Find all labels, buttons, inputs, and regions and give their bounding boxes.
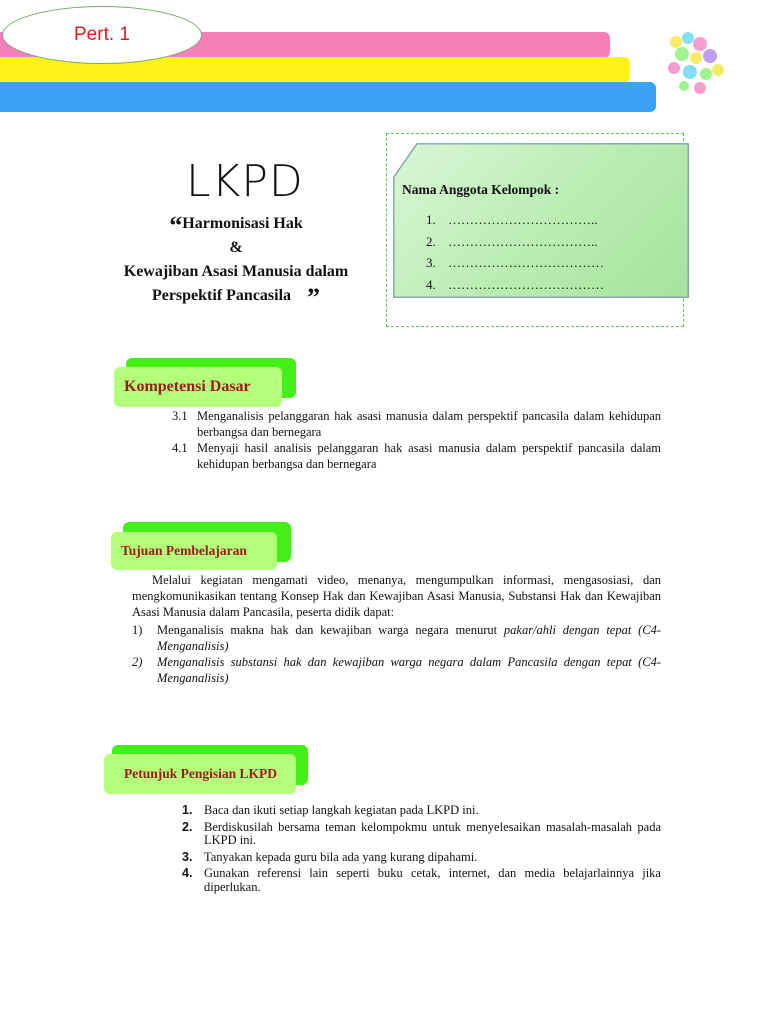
tp-intro: Melalui kegiatan mengamati video, menanya, mengumpulkan informasi, mengasosiasi, dan mengkomunikasikan tentang Konsep Hak dan Kewajiban Asasi Manusia, Substansi Hak dan Kewajiban Asasi Manusia dalam Pancasila, peserta didik dapat: <box>132 573 661 619</box>
group-title: Nama Anggota Kelompok : <box>402 182 560 197</box>
pp-heading: Petunjuk Pengisian LKPD <box>104 754 296 794</box>
pp-list <box>182 804 661 897</box>
title-line-2: & <box>229 239 243 256</box>
list-item: 1. Baca dan ikuti setiap langkah kegiatan pada LKPD ini. <box>182 803 479 817</box>
list-item[interactable]: 4. ……………………………… <box>426 276 604 292</box>
kd-heading: Kompetensi Dasar <box>114 367 282 407</box>
list-item: 1) Menganalisis makna hak dan kewajiban warga negara menurut pakar/ahli dengan tepat (C4-Menganalisis) <box>132 623 661 653</box>
pert-label: Pert. 1 <box>2 6 202 64</box>
header-stripe-blue <box>0 82 656 112</box>
list-item: 3.1 Menganalisis pelanggaran hak asasi manusia dalam perspektif pancasila dalam kehidupan berbangsa dan bernegara <box>172 409 661 439</box>
list-item[interactable]: 2. …………………………….. <box>426 233 598 249</box>
list-item: 4. Gunakan referensi lain seperti buku cetak, internet, dan media belajarlainnya jika diperlukan. <box>182 866 661 894</box>
close-quote: ” <box>307 283 321 312</box>
list-item[interactable]: 3. ……………………………… <box>426 255 604 270</box>
title-line-3: Kewajiban Asasi Manusia dalam <box>123 263 349 280</box>
list-item[interactable]: 1. …………………………….. <box>426 212 598 227</box>
title-line-1: Harmonisasi Hak <box>182 215 303 232</box>
tp-list <box>132 622 661 686</box>
list-item: 3. Tanyakan kepada guru bila ada yang kurang dipahami. <box>182 849 478 864</box>
list-item: 2. Berdiskusilah bersama teman kelompokmu untuk menyelesaikan masalah-masalah pada LKPD ini. <box>182 819 661 847</box>
list-item: 2) Menganalisis substansi hak dan kewajiban warga negara dalam Pancasila dengan tepat (C4-Menganalisis) <box>132 655 661 685</box>
title-subtitle <box>100 211 372 312</box>
tp-heading: Tujuan Pembelajaran <box>111 532 277 570</box>
group-member-list <box>426 212 604 298</box>
balloons-icon <box>660 30 730 102</box>
page-title: LKPD <box>186 156 304 207</box>
kd-list <box>172 408 661 472</box>
title-line-4: Perspektif Pancasila <box>151 287 292 304</box>
open-quote: “ <box>169 211 183 240</box>
list-item: 4.1 Menyaji hasil analisis pelanggaran hak asasi manusia dalam perspektif pancasila dalam kehidupan berbangsa dan bernegara <box>172 441 661 471</box>
